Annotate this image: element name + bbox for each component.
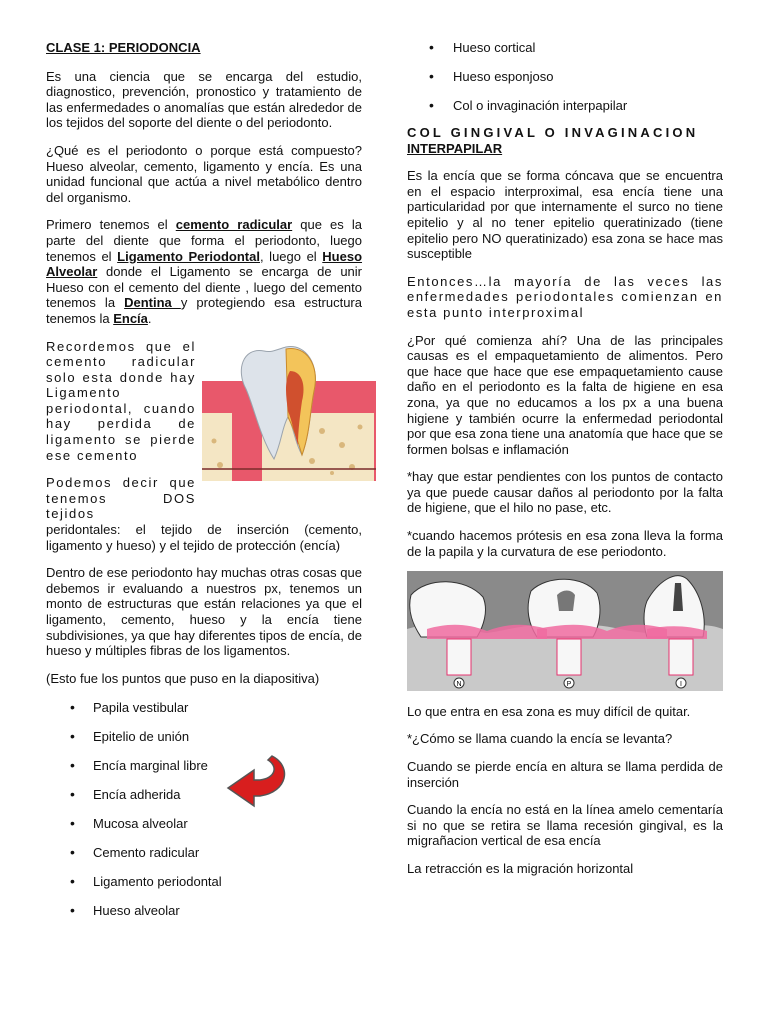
left-column bbox=[46, 40, 362, 932]
slide-points-list bbox=[46, 700, 362, 932]
list-item: • Encía adherida bbox=[46, 787, 362, 816]
retraction-note: La retracción es la migración horizontal bbox=[407, 861, 634, 876]
figure-label-n: N bbox=[456, 681, 462, 689]
list-item: • Ligamento periodontal bbox=[46, 874, 362, 903]
section-heading: COL GINGIVAL O INVAGINACION bbox=[407, 125, 699, 140]
slide-note: (Esto fue los puntos que puso en la diapositiva) bbox=[46, 670, 320, 686]
tooth-section bbox=[46, 339, 362, 554]
curved-arrow-icon bbox=[220, 752, 294, 808]
term-encia: Encía bbox=[113, 310, 148, 326]
tooth-cross-section-illustration bbox=[202, 341, 376, 481]
right-column bbox=[407, 40, 723, 889]
col-definition: Es la encía que se forma cóncava que se encuentra en el espacio interproximal, esa encía tiene una particularidad por que internamente el surco no tiene epitelio y al no tener epitelio queratinizado (tiene epitelio pero NO queratinizado) esa zona se hace mas susceptible bbox=[407, 168, 723, 262]
contact-points-note: *hay que estar pendientes con los puntos de contacto ya que puede causar daños al periodonto por la falta de higiene, que el hilo no pase, etc. bbox=[407, 469, 723, 516]
tissues-paragraph: peridontales: el tejido de inserción (cemento, ligamento y hueso) y el tejido de protección (encía) bbox=[46, 522, 362, 553]
gingival-col-illustration bbox=[407, 571, 723, 691]
term-hueso-alveolar: Hueso Alveolar bbox=[46, 248, 363, 280]
list-item: • Hueso esponjoso bbox=[407, 69, 723, 98]
list-item: • Hueso alveolar bbox=[46, 903, 362, 932]
list-item: • Mucosa alveolar bbox=[46, 816, 362, 845]
prosthesis-note: *cuando hacemos prótesis en esa zona lleva la forma de la papila y la curvatura de ese periodonto. bbox=[407, 528, 723, 559]
bone-list bbox=[407, 40, 723, 127]
interproximal-note: Entonces…la mayoría de las veces las enfermedades periodontales comienzan en esta punto interproximal bbox=[407, 273, 723, 320]
figure-label-p: P bbox=[566, 681, 572, 689]
text-run: donde el Ligamento se encarga de unir Hueso con el cemento del diente , luego del cemento tenemos la bbox=[46, 264, 362, 311]
list-item: • Epitelio de unión bbox=[46, 729, 362, 758]
text-run: y protegiendo esa estructura tenemos la bbox=[46, 295, 362, 326]
structures-detail-paragraph: Dentro de ese periodonto hay muchas otras cosas que debemos ir evaluando a nuestros px, tenemos un monto de estructuras que están relaciones ya que el ligamento, cemento, hueso y la encía tiene subdivisiones, ya que hay diferentes tipos de encía, de hueso y múltiples fibras de los ligamentos. bbox=[46, 565, 362, 659]
structures-paragraph bbox=[46, 217, 362, 326]
term-ligamento-periodontal: Ligamento Periodontal bbox=[117, 248, 260, 264]
document-title: CLASE 1: PERIODONCIA bbox=[46, 40, 201, 55]
list-item: • Hueso cortical bbox=[407, 40, 723, 69]
section-heading-continued: INTERPAPILAR bbox=[407, 140, 503, 156]
intro-paragraph: Es una ciencia que se encarga del estudio, diagnostico, prevención, pronostico y tratamiento de las enfermedades o anomalías que están alrededor de los tejidos del soporte del diente o del periodonto. bbox=[46, 68, 362, 131]
periodonto-definition: ¿Qué es el periodonto o porque está compuesto? Hueso alveolar, cemento, ligamento y encía. Es una unidad funcional que actúa a nivel metabólico dentro del organismo. bbox=[46, 142, 362, 205]
figure-label-i: I bbox=[680, 681, 682, 689]
recession-paragraph: Cuando la encía no está en la línea amelo cementaría si no que se retira se llama recesión gingival, es la migrañacion vertical de esa encía bbox=[407, 802, 723, 849]
term-dentina: Dentina bbox=[124, 295, 181, 311]
cemento-note: Recordemos que el cemento radicular solo esta donde hay Ligamento periodontal, cuando hay perdida de ligamento se pierde ese cemento bbox=[46, 338, 196, 463]
attachment-loss-paragraph: Cuando se pierde encía en altura se llama perdida de inserción bbox=[407, 759, 723, 790]
text-run: , luego el bbox=[259, 248, 323, 264]
list-item: • Cemento radicular bbox=[46, 845, 362, 874]
list-item: • Col o invaginación interpapilar bbox=[407, 98, 723, 127]
text-run: Primero tenemos el bbox=[46, 217, 176, 233]
list-item: • Papila vestibular bbox=[46, 700, 362, 729]
term-cemento-radicular: cemento radicular bbox=[175, 217, 293, 233]
text-run: que es la parte del diente que forma el periodonto, luego tenemos el bbox=[46, 217, 362, 264]
question-note: *¿Cómo se llama cuando la encía se levanta? bbox=[407, 731, 673, 747]
list-item: • Encía marginal libre bbox=[46, 758, 362, 787]
causes-paragraph: ¿Por qué comienza ahí? Una de las principales causas es el empaquetamiento de alimentos. Pero que hace que hace que ese empaquetamiento cause daño en el periodonto es la falta de higiene en esa zona, ya que no educamos a los px a una buena higiene y también ocurre la enfermedad periodontal por que esa zona tiene una anatomía que hace que se formen bolsas e inflamación bbox=[407, 332, 723, 457]
tissues-intro: Podemos decir que tenemos DOS tejidos bbox=[46, 475, 196, 522]
text-run: . bbox=[147, 310, 152, 326]
cleaning-note: Lo que entra en esa zona es muy difícil de quitar. bbox=[407, 703, 691, 719]
